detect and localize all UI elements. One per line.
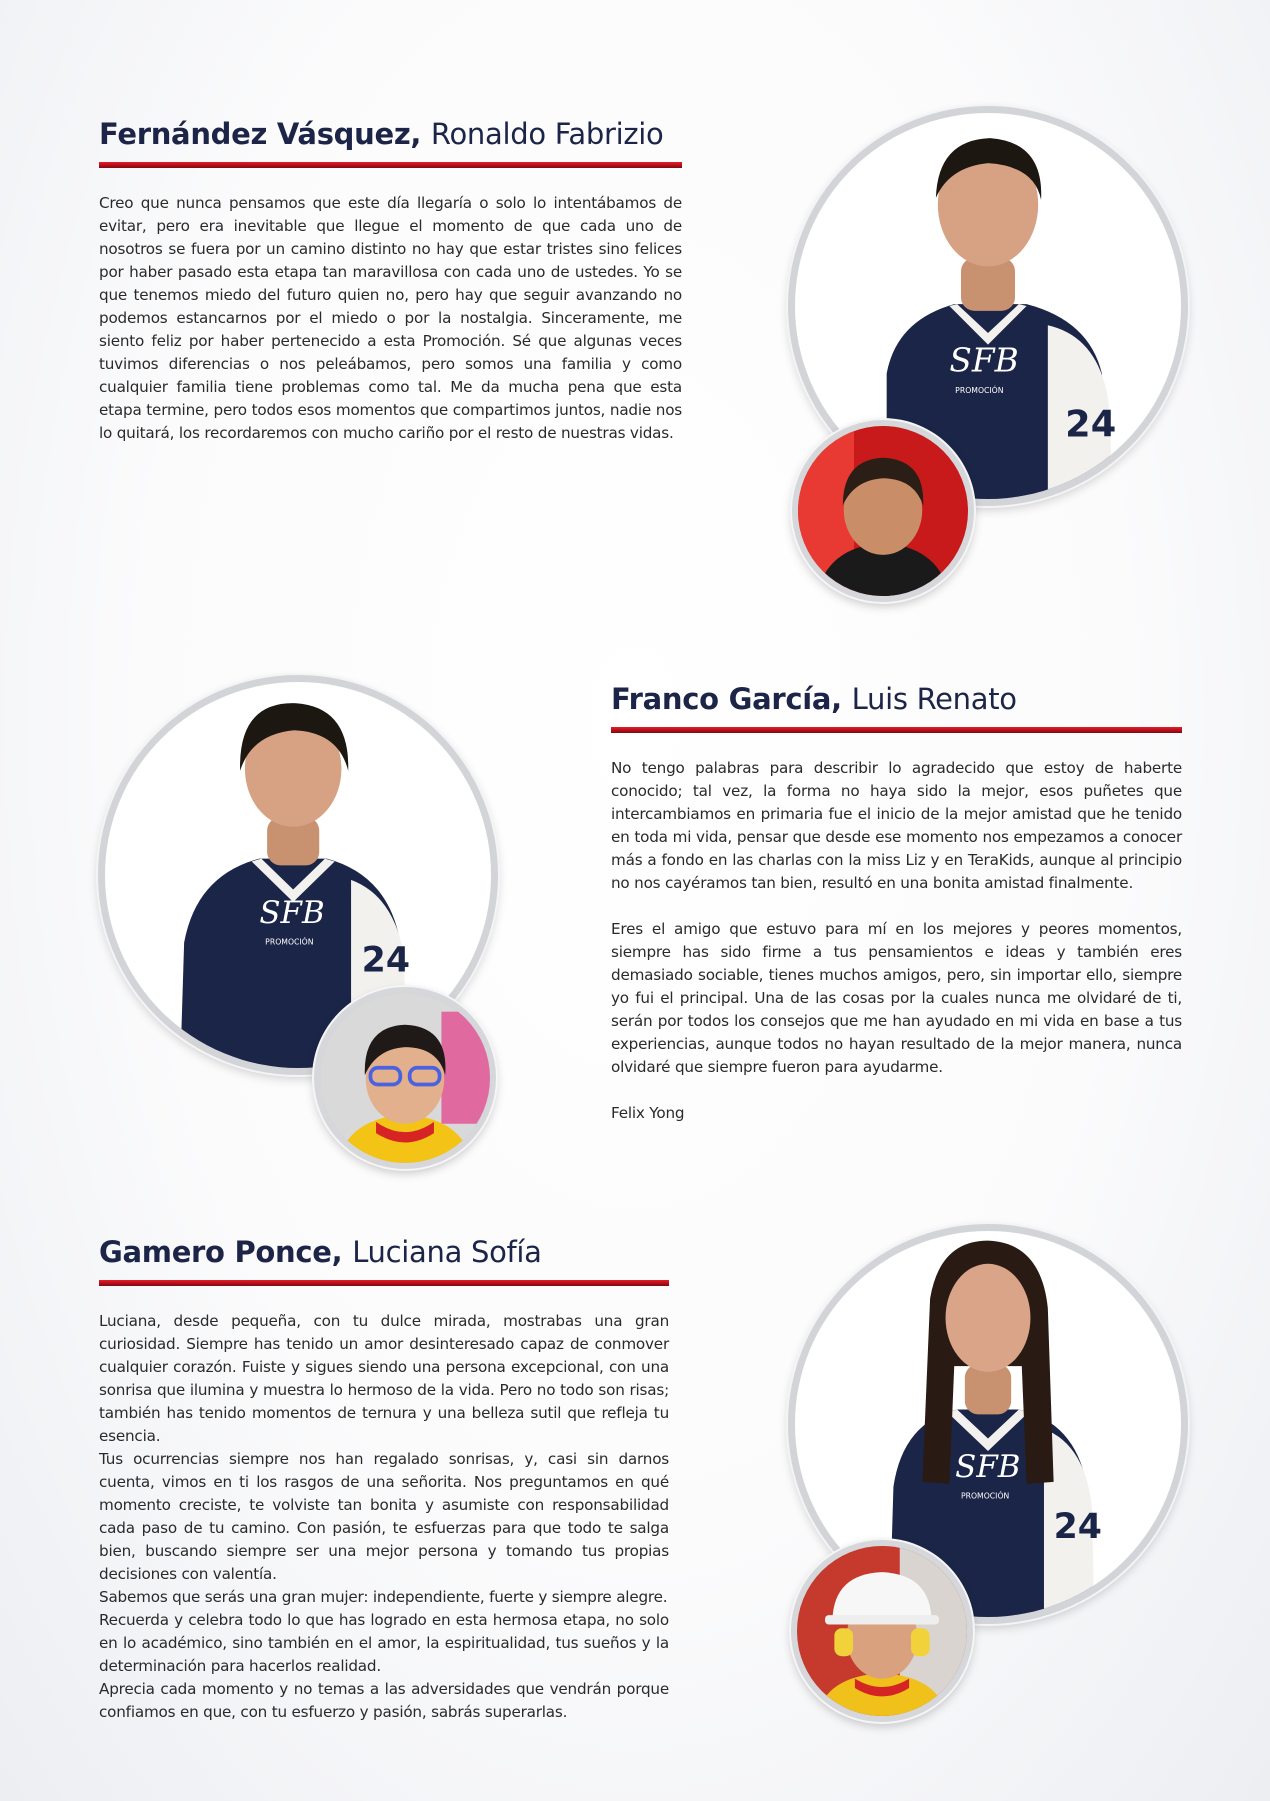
jacket-number: 24 [361, 940, 411, 981]
student-given-name: Luis Renato [851, 682, 1017, 716]
dedication-signature: Felix Yong [611, 1104, 685, 1122]
jacket-label: PROMOCIÓN [960, 1491, 1010, 1501]
jacket-label: PROMOCIÓN [265, 937, 314, 947]
student-name [99, 116, 682, 152]
student-name [611, 681, 1182, 717]
student-given-name: Luciana Sofía [352, 1235, 542, 1269]
student-entry-1 [99, 116, 682, 445]
dedication-paragraph: Tus ocurrencias siempre nos han regalado sonrisas, y, casi sin darnos cuenta, vimos en ti los rasgos de una señorita. Nos preguntamos en qué momento creciste, te volviste tan bonita y asumiste con responsabilidad cada paso de tu camino. Con pasión, te esfuerzas para que todo te salga bien, buscando siempre ser una mejor persona y tomando tus propias decisiones con valentía. [99, 1450, 669, 1583]
student-entry-2 [611, 681, 1182, 1125]
title-underline [611, 727, 1182, 733]
dedication-paragraph: Eres el amigo que estuvo para mí en los mejores y peores momentos, siempre has sido firme a tus pensamientos e ideas y también eres demasiado sociable, tienes muchos amigos, pero, sin importar ello, siempre yo fui el principal. Una de las cosas por la cuales nunca me olvidaré de ti, serán por todos los consejos que me han ayudado en mi vida en base a tus experiencias, aunque todos no hayan resultado de la mejor manera, nunca olvidaré que siempre fueron para ayudarme. [611, 920, 1182, 1076]
student-given-name: Ronaldo Fabrizio [430, 117, 664, 151]
jacket-number: 24 [1053, 1506, 1102, 1547]
dedication-paragraph: Creo que nunca pensamos que este día llegaría o solo lo intentábamos de evitar, pero era inevitable que llegue el momento de que cada uno de nosotros se fuera por un camino distinto no hay que estar tristes sino felices por haber pasado esta etapa tan maravillosa con cada uno de ustedes. Yo se que tenemos miedo del futuro quien no, pero hay que seguir avanzando no podemos estancarnos por el miedo o por la nostalgia. Sinceramente, me siento feliz por haber pertenecido a esta Promoción. Sé que algunas veces tuvimos diferencias o nos peleábamos, pero somos una familia y como cualquier familia tiene problemas como tal. Me da mucha pena que esta etapa termine, pero todos esos momentos que compartimos juntos, nadie nos lo quitará, los recordaremos con mucho cariño por el resto de nuestras vidas. [99, 194, 682, 442]
dedication-text [99, 192, 682, 445]
dedication-paragraph: Aprecia cada momento y no temas a las adversidades que vendrán porque confiamos en que, con tu esfuerzo y pasión, sabrás superarlas. [99, 1680, 669, 1721]
title-underline [99, 1280, 669, 1286]
student-surname: Fernández Vásquez, [99, 117, 422, 151]
dedication-paragraph: No tengo palabras para describir lo agradecido que estoy de haberte conocido; tal vez, la forma no haya sido la mejor, esos puñetes que intercambiamos en primaria fue el inicio de la mejor amistad que he tenido en toda mi vida, pensar que desde ese momento nos empezamos a conocer más a fondo en las charlas con la miss Liz y en TeraKids, aunque al principio no nos cayéramos tan bien, resultó en una bonita amistad finalmente. [611, 759, 1182, 892]
student-entry-3 [99, 1234, 669, 1724]
dedication-text [99, 1310, 669, 1724]
jacket-monogram: SFB [259, 895, 325, 932]
jacket-monogram: SFB [955, 1449, 1021, 1486]
student-surname: Gamero Ponce, [99, 1235, 343, 1269]
childhood-photo [314, 987, 496, 1169]
student-name [99, 1234, 669, 1270]
student-surname: Franco García, [611, 682, 842, 716]
jacket-monogram: SFB [949, 341, 1019, 380]
jacket-number: 24 [1065, 402, 1117, 446]
dedication-text [611, 757, 1182, 1125]
jacket-label: PROMOCIÓN [955, 385, 1004, 395]
childhood-photo [792, 420, 974, 602]
title-underline [99, 162, 682, 168]
dedication-paragraph: Recuerda y celebra todo lo que has logrado en esta hermosa etapa, no solo en lo académico, sino también en el amor, la espiritualidad, tus sueños y la determinación para hacerlos realidad. [99, 1611, 669, 1675]
childhood-photo [791, 1540, 973, 1722]
dedication-paragraph: Luciana, desde pequeña, con tu dulce mirada, mostrabas una gran curiosidad. Siempre has tenido un amor desinteresado capaz de conmover cualquier corazón. Fuiste y sigues siendo una persona excepcional, con una sonrisa que ilumina y muestra lo hermoso de la vida. Pero no todo son risas; también has tenido momentos de ternura y una belleza sutil que refleja tu esencia. [99, 1312, 669, 1445]
dedication-paragraph: Sabemos que serás una gran mujer: independiente, fuerte y siempre alegre. [99, 1588, 668, 1606]
